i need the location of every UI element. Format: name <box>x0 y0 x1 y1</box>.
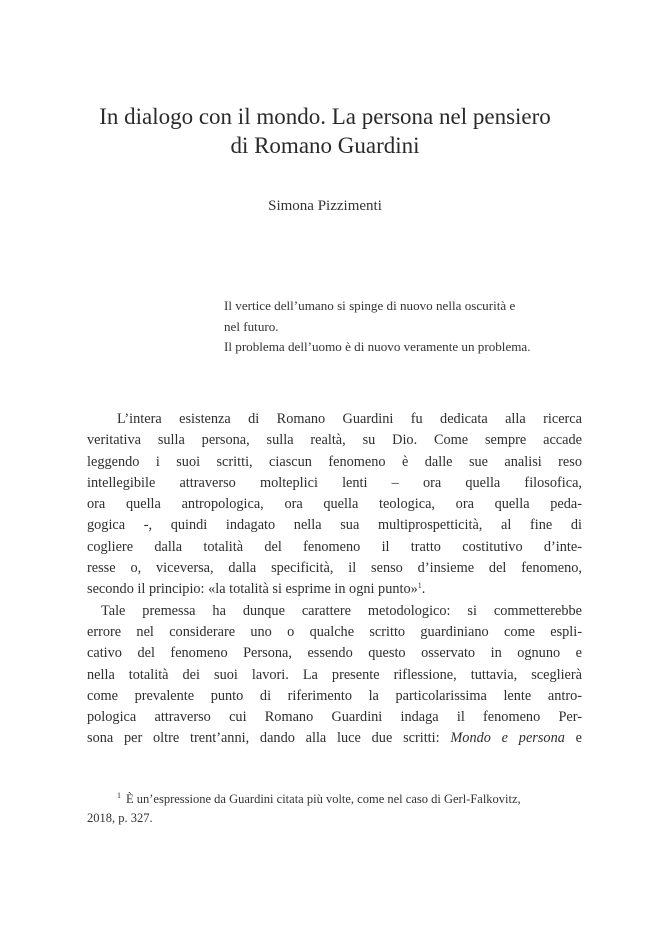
body-line: errore nel considerare uno o qualche scritto guardiniano come espli- <box>87 623 582 640</box>
footnote-text: È un’espressione da Guardini citata più volte, come nel caso di Gerl-Falkovitz, <box>126 792 521 806</box>
body-line-last <box>87 579 582 600</box>
body-line: veritativa sulla persona, sulla realtà, su Dio. Come sempre accade <box>87 432 582 449</box>
footnote-reference[interactable]: 1 <box>417 581 422 591</box>
title-line-1: In dialogo con il mondo. La persona nel pensiero <box>99 104 551 129</box>
title-line-2: di Romano Guardini <box>230 133 420 158</box>
body-line: cogliere dalla totalità del fenomeno il tratto costitutivo d’inte- <box>87 538 582 555</box>
body-line: intellegibile attraverso molteplici lenti – ora quella filosofica, <box>87 474 582 491</box>
body-line: nella totalità dei suoi lavori. La presente riflessione, tuttavia, sceglierà <box>87 666 582 683</box>
body-line-tail: e <box>564 730 582 747</box>
epigraph <box>224 296 576 358</box>
body-line: gogica -, quindi indagato nella sua multiprospetticità, al fine di <box>87 517 582 534</box>
body-line-text: secondo il principio: «la totalità si esprime in ogni punto» <box>87 581 418 598</box>
footnote-mark: 1 <box>117 791 121 800</box>
body-line-text: sona per oltre trent’anni, dando alla luce due scritti: <box>87 730 451 747</box>
author-name: Simona Pizzimenti <box>268 198 382 214</box>
footnote <box>87 790 582 828</box>
body-line-final <box>87 728 582 749</box>
body-line: resse o, viceversa, dalla specificità, il senso d’insieme del fenomeno, <box>87 560 582 577</box>
body-line: cativo del fenomeno Persona, essendo questo osservato in ognuno e <box>87 645 582 662</box>
body-text <box>87 409 582 750</box>
epigraph-line-2: nel futuro. <box>224 318 279 334</box>
epigraph-line-3: Il problema dell’uomo è di nuovo veramente un problema. <box>224 339 531 355</box>
body-line: L’intera esistenza di Romano Guardini fu dedicata alla ricerca <box>117 411 582 427</box>
body-line: ora quella antropologica, ora quella teologica, ora quella peda- <box>87 496 582 513</box>
body-line-end: . <box>421 581 426 598</box>
article-title <box>0 102 650 160</box>
body-line: pologica attraverso cui Romano Guardini indaga il fenomeno Per- <box>87 709 582 726</box>
book-title-italic: Mondo e persona <box>450 730 565 747</box>
body-line: come prevalente punto di riferimento la particolarissima lente antro- <box>87 687 582 704</box>
epigraph-line-1: Il vertice dell’umano si spinge di nuovo nella oscurità e <box>224 298 516 313</box>
body-line: leggendo i suoi scritti, ciascun fenomeno è dalle sue analisi reso <box>87 453 582 470</box>
footnote-line-1 <box>87 790 582 809</box>
footnote-line-2: 2018, p. 327. <box>87 811 153 825</box>
body-line: Tale premessa ha dunque carattere metodologico: si commetterebbe <box>101 602 582 619</box>
